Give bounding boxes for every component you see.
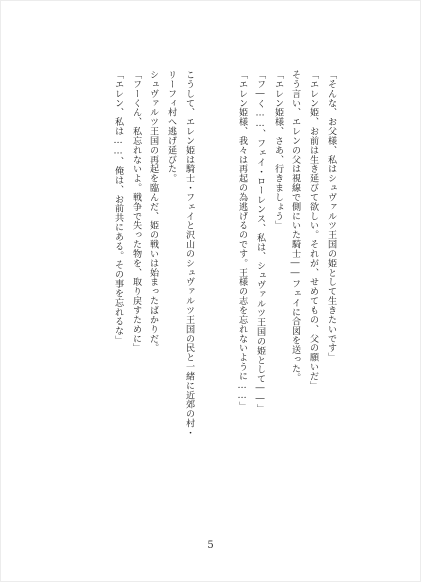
- dialogue-line-6: 「エレン姫様、我々は再起の為逃げるのです。王様の志を忘れないように……」: [237, 70, 247, 411]
- dialogue-line-2: 「エレン姫、お前は生き延びて欲しい。それが、せめてもの、父の願いだ」: [308, 70, 318, 391]
- narration-line-3: そう言い、エレンの父は視線で側にいた騎士――フェイに合図を送った。: [290, 70, 300, 383]
- narration-line-10: リーフィ村へ逃げ延びた。: [166, 70, 176, 184]
- dialogue-line-13: 「エレン、私は……、俺は、お前共にある。その事を忘れるな」: [113, 70, 123, 345]
- dialogue-line-1: 「そんな、お父様、私はシュヴァルツ王国の姫として生きたいです」: [326, 70, 336, 363]
- dialogue-line-5: 「フ―く……、フェイ・ローレンス、私は、シュヴァルツ王国の姫として――」: [255, 70, 265, 414]
- narration-line-9: こうして、エレン姫は騎士・フェイと沢山のシュヴァルツ王国の民と一緒に近郊の村・: [184, 70, 194, 438]
- dialogue-line-4: 「エレン姫様、さあ、行きましょう」: [273, 70, 283, 231]
- narration-line-11: シュヴァルツ王国の再起を臨んだ、姫の戦いは始まったばかりだ。: [148, 70, 158, 353]
- dialogue-line-12: 「フーくん、私忘れないよ。戦争で失った物を、取り戻すために」: [131, 70, 141, 353]
- page-number: 5: [207, 540, 214, 551]
